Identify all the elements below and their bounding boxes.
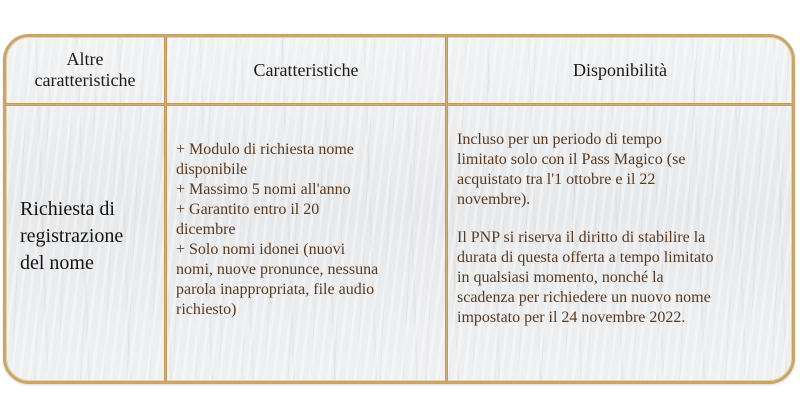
column-divider-2: [445, 37, 448, 381]
row-label-line3: del nome: [20, 252, 94, 274]
availability-p1-line-3: acquistato tra l'1 ottobre e il 22: [457, 171, 656, 188]
features-cell: [176, 106, 438, 381]
row-label-line2: registrazione: [20, 225, 124, 247]
header-other-features-line1: Altre: [66, 49, 104, 69]
feature-line-3: + Massimo 5 nomi all'anno: [176, 181, 351, 198]
feature-line-7: nomi, nuove pronunce, nessuna: [176, 261, 379, 278]
header-availability-label: Disponibilità: [573, 59, 667, 80]
feature-line-1: + Modulo di richiesta nome: [176, 141, 354, 158]
availability-cell: [457, 106, 787, 381]
header-features: [167, 37, 445, 103]
feature-line-6: + Solo nomi idonei (nuovi: [176, 241, 346, 258]
feature-line-2: disponibile: [176, 161, 248, 178]
paragraph-spacer: [457, 210, 787, 228]
column-divider-1: [164, 37, 167, 381]
availability-p2-line-4: scadenza per richiedere un nuovo nome: [457, 289, 711, 306]
availability-p2-line-2: durata di questa offerta a tempo limitato: [457, 249, 714, 266]
availability-p1-line-4: novembre).: [457, 191, 531, 208]
header-other-features-line2: caratteristiche: [34, 70, 136, 90]
row-label-name-registration: [20, 106, 160, 381]
availability-paragraph-2: [457, 228, 787, 328]
row-label-line1: Richiesta di: [20, 198, 115, 220]
availability-p2-line-3: in qualsiasi momento, nonché la: [457, 269, 664, 286]
feature-line-9: richiesto): [176, 301, 237, 318]
feature-line-8: parola inappropriata, file audio: [176, 281, 375, 298]
availability-p1-line-1: Incluso per un periodo di tempo: [457, 131, 662, 148]
header-other-features: [6, 37, 164, 103]
header-features-label: Caratteristiche: [253, 59, 359, 80]
header-availability: [448, 37, 792, 103]
availability-p1-line-2: limitato solo con il Pass Magico (se: [457, 151, 686, 168]
availability-p2-line-5: impostato per il 24 novembre 2022.: [457, 309, 686, 326]
feature-line-4: + Garantito entro il 20: [176, 201, 320, 218]
availability-paragraph-1: [457, 130, 787, 210]
feature-line-5: dicembre: [176, 221, 236, 238]
availability-p2-line-1: Il PNP si riserva il diritto di stabilire la: [457, 229, 706, 246]
info-table: [3, 34, 795, 384]
